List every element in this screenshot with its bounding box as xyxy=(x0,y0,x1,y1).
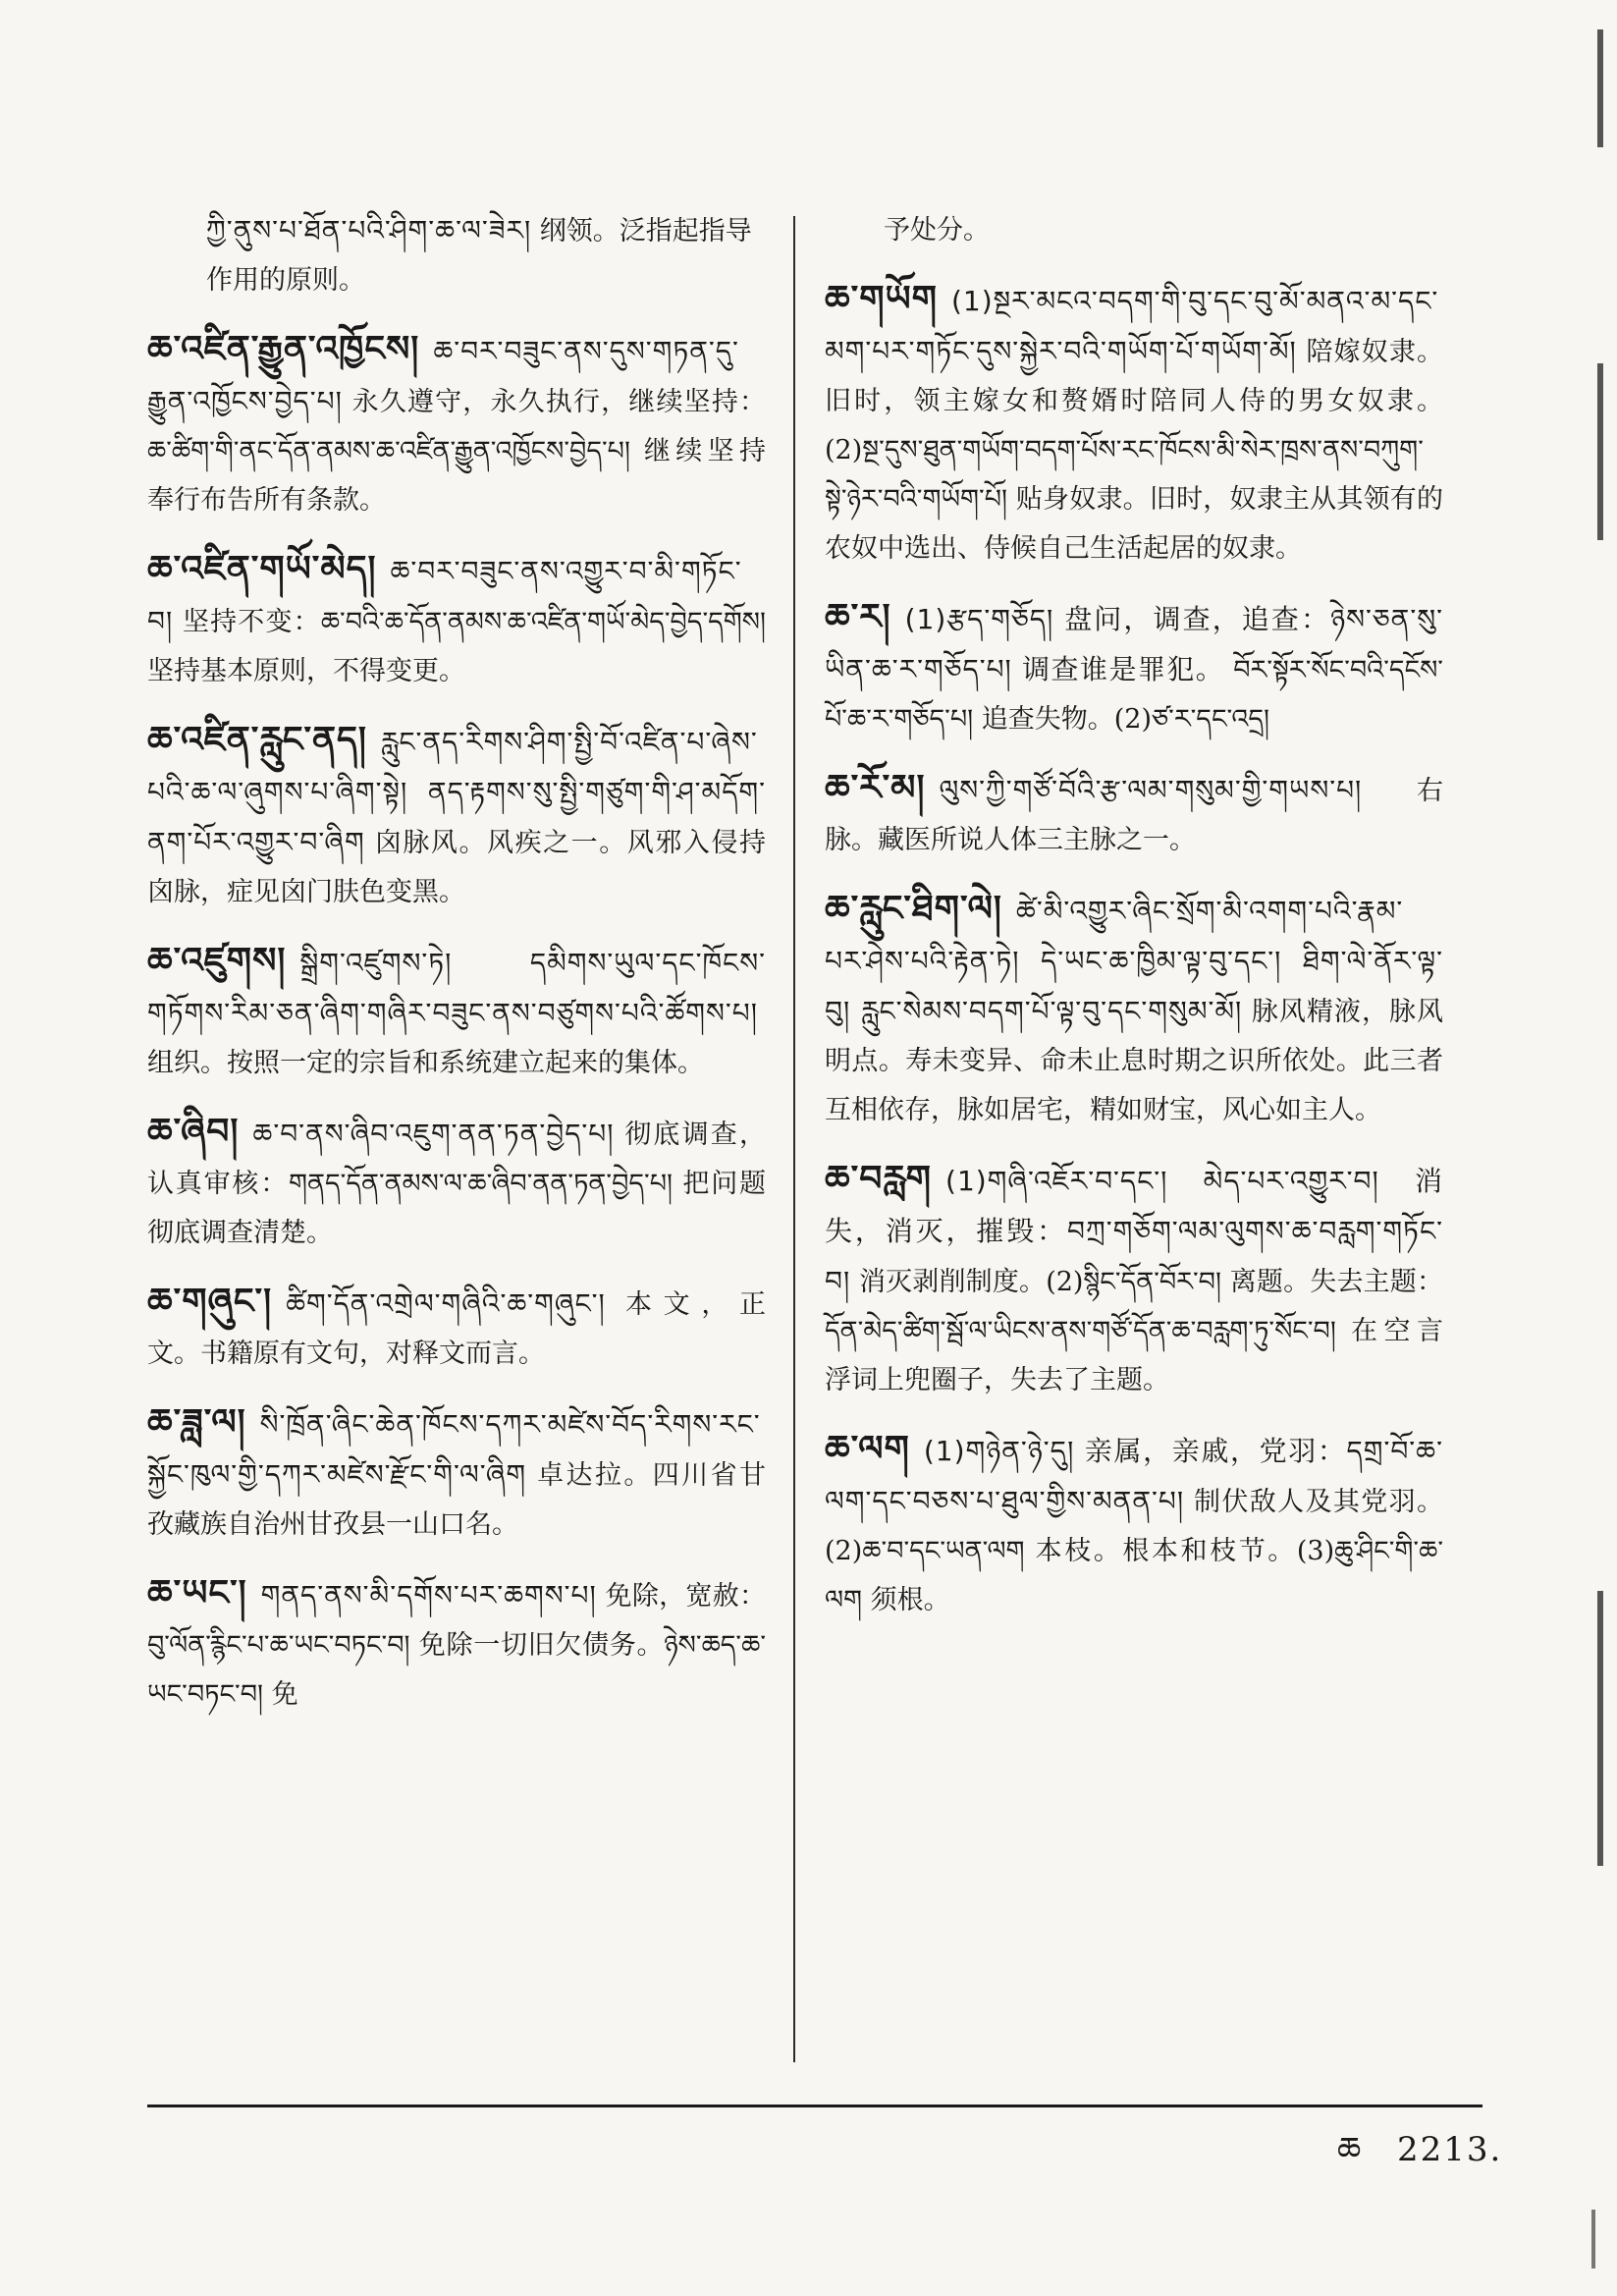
entry-headword: ཆ་འཛིན་རྒྱུན་འཁྱོངས། xyxy=(147,329,420,369)
dictionary-entry xyxy=(825,764,1443,865)
entry-chinese-definition: 消灭剥削制度。(2)སྙིང་དོན་བོར་བ། 离题。失去主题：དོན་མེད་ཚིག་སྦོ་ལ་ཡིངས་ནས་གཙོ་དོན་ཆ་བརླག་ཏུ་སོང་བ། 在空言浮词上兜圈子，失去了主题。 xyxy=(825,1267,1443,1395)
entry-headword: ཆ་ཟླ་ལ། xyxy=(147,1402,246,1443)
entry-tibetan-definition: སྒྲིག་འཛུགས་ཏེ། དམིགས་ཡུལ་དང་ཁོངས་གཏོགས་རིམ་ཅན་ཞིག་གཞིར་བཟུང་ནས་བཙུགས་པའི་ཚོགས་པ། xyxy=(147,947,766,1029)
page-footer xyxy=(1316,2111,1502,2206)
entry-tibetan-definition: ཆ་བར་བཟུང་ནས་འགྱུར་བ་མི་གཏོང་བ། xyxy=(147,555,742,637)
dictionary-entry xyxy=(147,325,766,525)
entry-chinese-definition: 脉风精液，脉风明点。寿未变异、命未止息时期之识所依处。此三者互相依存，脉如居宅，精如财宝，风心如主人。 xyxy=(825,997,1443,1125)
entry-headword: ཆ་ལག xyxy=(825,1429,910,1469)
entry-tibetan-definition: སི་ཁྲོན་ཞིང་ཆེན་ཁོངས་དཀར་མཛེས་བོད་རིགས་རང་སྐྱོང་ཁུལ་གྱི་དཀར་མཛེས་རྫོང་གི་ལ་ཞིག xyxy=(147,1408,761,1491)
entry-chinese-definition: བོར་སྟོར་སོང་བའི་དངོས་པོ་ཆ་ར་གཅོད་པ། 追查失物。(2)ཙ་ར་དང་འདྲ། xyxy=(825,655,1443,735)
entry-headword: ཆ་ར། xyxy=(825,597,891,637)
entry-chinese-definition: 右脉。藏医所说人体三主脉之一。 xyxy=(825,776,1443,855)
dictionary-entry xyxy=(825,275,1443,574)
entry-tibetan-definition: (1)རྩད་གཅོད། 盘问，调查，追查：ཉེས་ཅན་སུ་ཡིན་ཆ་ར་གཅོད་པ། 调查谁是罪犯。 xyxy=(825,603,1443,685)
left-column xyxy=(147,206,766,1739)
dictionary-entry xyxy=(147,1278,766,1379)
entry-headword: ཆ་འཛུགས། xyxy=(147,941,287,981)
entry-tibetan-definition: ཚེ་མི་འགྱུར་ཞིང་སྲོག་མི་འགག་པའི་རྣམ་པར་ཤེས་པའི་རྟེན་ཏེ། དེ་ཡང་ཆ་ཁྱིམ་ལྟ་བུ་དང་། ཐིག་ལེ་ནོར་ལྟ་བུ། རླུང་སེམས་བདག་པོ་ལྟ་བུ་དང་གསུམ་མོ། xyxy=(825,895,1443,1027)
entry-chinese-definition: 彻底调查，认真审核：གནད་དོན་ནམས་ལ་ཆ་ཞིབ་ནན་ཏན་བྱེད་པ། 把问题彻底调查清楚。 xyxy=(147,1120,766,1248)
entry-tibetan-definition: ཆ་བར་བཟུང་ནས་དུས་གཏན་དུ་རྒྱུན་འཁྱོངས་བྱེད་པ། xyxy=(147,335,739,417)
entry-chinese-definition: 免除，宽赦：བུ་ལོན་རྙིང་པ་ཆ་ཡང་བཏང་བ། 免除一切旧欠债务。ཉེས་ཆད་ཆ་ཡང་བཏང་བ། 免 xyxy=(147,1581,766,1710)
dictionary-entry xyxy=(147,1108,766,1258)
entry-headword: ཆ་རོ་མ། xyxy=(825,768,926,808)
dictionary-entry xyxy=(147,1398,766,1550)
entry-headword: ཆ་གཡོག xyxy=(825,279,938,319)
dictionary-entry xyxy=(147,1569,766,1720)
footer-rule xyxy=(147,2105,1482,2107)
right-column xyxy=(825,206,1443,1645)
dictionary-entry xyxy=(825,1155,1443,1405)
entry-tibetan-definition: ཆ་བ་ནས་ཞིབ་འཇུག་ནན་ཏན་བྱེད་པ། xyxy=(252,1118,615,1150)
dictionary-entry xyxy=(825,885,1443,1135)
entry-chinese-definition: 坚持不变：ཆ་བའི་ཆ་དོན་ནམས་ཆ་འཛིན་གཡོ་མེད་བྱེད་དགོས། 坚持基本原则，不得变更。 xyxy=(147,607,766,686)
entry-tibetan-definition: (1)གཞི་འཇོར་བ་དང་། མེད་པར་འགྱུར་བ། 消失，消灭，摧毁：བཀྲ་གཅོག་ལམ་ལུགས་ཆ་བརླག་གཏོང་བ། xyxy=(825,1165,1443,1297)
entry-chinese-definition: 卓达拉。四川省甘孜藏族自治州甘孜县一山口名。 xyxy=(147,1460,766,1540)
footer-letter: ཆ xyxy=(1337,2130,1364,2169)
entry-headword: ཆ་གཞུང་། xyxy=(147,1282,273,1322)
scan-edge-mark xyxy=(1591,2210,1595,2269)
entry-chinese-definition: 纲领。泛指起指导作用的原则。 xyxy=(206,216,752,296)
entry-tibetan-definition: གནད་ནས་མི་དགོས་པར་ཆགས་པ། xyxy=(260,1579,597,1612)
entry-tibetan-definition: (1)གཉེན་ཉེ་དུ། 亲属，亲戚，党羽：དགྲ་བོ་ཆ་ལག་དང་བཅས་པ་ཐུལ་གྱིས་མནན་པ། xyxy=(825,1435,1443,1517)
entry-chinese-definition: 囟脉风。风疾之一。风邪入侵持囟脉，症见囟门肤色变黑。 xyxy=(147,828,766,907)
entry-chinese-definition: 永久遵守，永久执行，继续坚持：ཆ་ཚིག་གི་ནང་དོན་ནམས་ཆ་འཛིན་རྒྱུན་འཁྱོངས་བྱེད་པ། 继续坚持奉行布告所有条款。 xyxy=(147,387,766,516)
entry-headword: ཆ་ཞིབ། xyxy=(147,1112,240,1152)
dictionary-entry xyxy=(147,716,766,917)
dictionary-entry xyxy=(147,937,766,1088)
scan-edge-mark xyxy=(1597,363,1603,540)
entry-chinese-definition: 制伏敌人及其党羽。(2)ཆ་བ་དང་ཡན་ལག 本枝。根本和枝节。(3)ཆུ་ཤིང་གི་ཆ་ལག 须根。 xyxy=(825,1487,1443,1615)
entry-headword: ཆ་ཡང་། xyxy=(147,1573,247,1613)
entry-headword: ཆ་བརླག xyxy=(825,1159,933,1199)
entry-chinese-definition: 本文，正文。书籍原有文句，对释文而言。 xyxy=(147,1289,767,1369)
entry-tibetan-definition: ཀྱི་ནུས་པ་ཐོན་པའི་ཤིག་ཆ་ལ་ཟེར། xyxy=(206,214,532,246)
dictionary-entry xyxy=(206,206,766,305)
dictionary-entry xyxy=(147,545,766,696)
dictionary-entry xyxy=(884,206,1443,255)
entry-chinese-definition: 组织。按照一定的宗旨和系统建立起来的集体。 xyxy=(147,1048,704,1078)
scan-edge-mark xyxy=(1597,1591,1603,1866)
entry-headword: ཆ་འཛིན་གཡོ་མེད། xyxy=(147,549,377,589)
entry-tibetan-definition: ཚིག་དོན་འགྲེལ་གཞིའི་ཆ་གཞུང་། xyxy=(286,1287,606,1320)
entry-headword: ཆ་རླུང་ཐིག་ལེ། xyxy=(825,889,1002,929)
page-number: 2213. xyxy=(1397,2130,1503,2169)
entry-chinese-definition: 陪嫁奴隶。旧时，领主嫁女和赘婿时陪同人侍的男女奴隶。 (2)སྔ་དུས་ཐུན་གཡོག་བདག་པོས་རང་ཁོངས་མི་སེར་ཁྲས་ནས་བཀུག་སྟེ་ཉེར་བའི་གཡོག་པོ། 贴身奴隶。旧时，奴隶主从其领有的农奴中选出、侍候自己生活起居的奴隶。 xyxy=(825,337,1443,564)
entry-tibetan-definition: ལུས་ཀྱི་གཙོ་བོའི་རྩ་ལམ་གསུམ་གྱི་གཡས་པ། xyxy=(939,774,1363,806)
dictionary-entry xyxy=(825,593,1443,744)
dictionary-entry xyxy=(825,1425,1443,1625)
entry-tibetan-definition: (1)སྔར་མངའ་བདག་གི་བུ་དང་བུ་མོ་མནའ་མ་དང་མག་པར་གཏོང་དུས་སྐྱེར་བའི་གཡོག་པོ་གཡོག་མོ། xyxy=(825,285,1439,367)
column-divider xyxy=(793,216,795,2062)
entry-chinese-definition: 予处分。 xyxy=(884,215,990,246)
entry-headword: ཆ་འཛིན་རླུང་ནད། xyxy=(147,720,367,760)
scan-edge-mark xyxy=(1597,29,1603,147)
entry-tibetan-definition: རླུང་ནད་རིགས་ཤིག་སྤྱི་བོ་འཛིན་པ་ཞེས་པའི་ཆ་ལ་ཞུགས་པ་ཞིག་སྟེ། ནད་རྟགས་སུ་སྤྱི་གཙུག་གི་ཤ་མདོག་ནག་པོར་འགྱུར་བ་ཞིག xyxy=(147,726,766,858)
